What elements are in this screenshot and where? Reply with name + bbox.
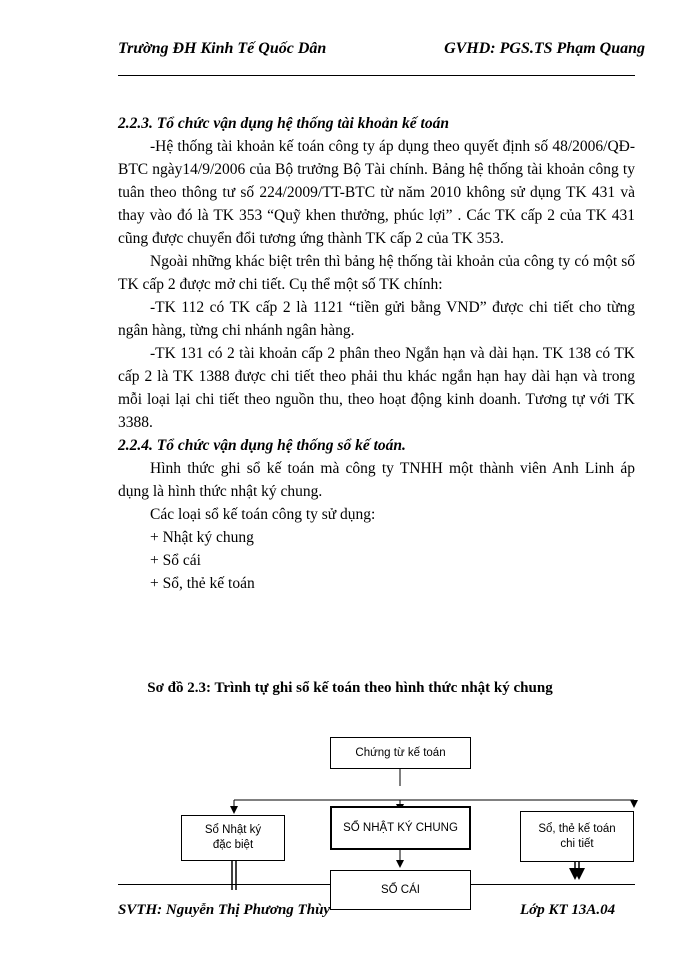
list-item: + Sổ cái [150, 552, 201, 569]
paragraph: Hình thức ghi sổ kế toán mà công ty TNHH một thành viên Anh Linh áp dụng là hình thức nhật ký chung. [118, 460, 635, 500]
diagram-title: Sơ đồ 2.3: Trình tự ghi sổ kế toán theo hình thức nhật ký chung [147, 680, 553, 696]
paragraph: Các loại sổ kế toán công ty sử dụng: [150, 506, 376, 523]
box-label: Sổ Nhật ký [204, 824, 262, 836]
paragraph: Ngoài những khác biệt trên thì bảng hệ thống tài khoản của công ty có một số TK cấp 2 được mở chi tiết. Cụ thể một số TK chính: [118, 253, 635, 293]
footer-student: SVTH: Nguyễn Thị Phương Thùy [118, 902, 331, 918]
paragraph: -Hệ thống tài khoản kế toán công ty áp dụng theo quyết định số 48/2006/QĐ-BTC ngày14/9/2006 của Bộ trưởng Bộ Tài chính. Bảng hệ thống tài khoản công ty tuân theo thông tư số 224/2009/TT-BTC từ năm 2010 không sử dụng TK 431 và thay vào đó là TK 353 “Quỹ khen thưởng, phúc lợi” . Các TK cấp 2 của TK 431 cũng được chuyển đổi tương ứng thành TK cấp 2 của TK 353. [118, 138, 635, 247]
box-label: chi tiết [560, 837, 594, 850]
paragraph: -TK 112 có TK cấp 2 là 1121 “tiền gửi bằng VND” được chi tiết cho từng ngân hàng, từng chi nhánh ngân hàng. [118, 299, 635, 339]
section-heading-223: 2.2.3. Tổ chức vận dụng hệ thống tài khoản kế toán [118, 115, 449, 132]
box-so-the-ke-toan-chi-tiet [520, 811, 634, 862]
box-so-nhat-ky-chung: SỔ NHẬT KÝ CHUNG [330, 806, 471, 850]
section-heading-224: 2.2.4. Tổ chức vận dụng hệ thống sổ kế toán. [118, 437, 406, 454]
box-label: Sổ, thẻ kế toán [538, 822, 616, 835]
box-chung-tu-ke-toan: Chứng từ kế toán [330, 737, 471, 769]
paragraph: -TK 131 có 2 tài khoản cấp 2 phân theo Ngắn hạn và dài hạn. TK 138 có TK cấp 2 là TK 1388 được chi tiết theo phải thu khác ngắn hạn hay dài hạn và trong mỗi loại lại chi tiết theo nguồn thu, theo hoạt động kinh doanh. Tương tự với TK 3388. [118, 345, 635, 431]
box-so-nhat-ky-dac-biet [181, 815, 285, 861]
header-supervisor: GVHD: PGS.TS Phạm Quang [444, 40, 645, 57]
list-item: + Sổ, thẻ kế toán [150, 575, 255, 592]
box-so-cai: SỔ CÁI [330, 870, 471, 910]
header-school: Trường ĐH Kinh Tế Quốc Dân [118, 40, 327, 57]
box-label: đặc biệt [212, 839, 254, 851]
footer-class: Lớp KT 13A.04 [520, 902, 616, 918]
list-item: + Nhật ký chung [150, 529, 254, 546]
